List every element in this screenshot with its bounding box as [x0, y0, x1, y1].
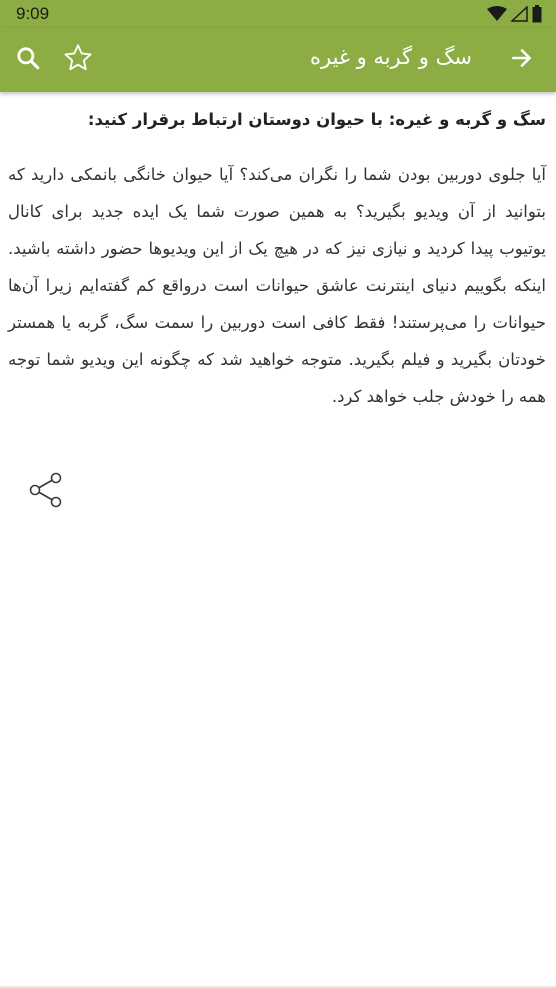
app-bar — [0, 28, 556, 92]
signal-icon — [511, 6, 528, 26]
wifi-icon — [487, 6, 507, 26]
page-title: سگ و گربه و غیره — [310, 45, 472, 69]
status-time: 9:09 — [16, 4, 50, 23]
arrow-right-icon — [509, 45, 535, 75]
favorite-button[interactable] — [58, 40, 98, 80]
share-button[interactable] — [24, 470, 68, 514]
share-icon — [26, 470, 66, 514]
article-heading: سگ و گربه و غیره: با حیوان دوستان ارتباط برقرار کنید: — [87, 110, 546, 129]
status-icons — [487, 5, 542, 27]
star-outline-icon — [62, 42, 94, 78]
search-icon — [15, 45, 41, 75]
article-body: آیا جلوی دوربین بودن شما را نگران می‌کند؟ آیا حیوان خانگی بانمکی دارید که بتوانید از آن ویدیو بگیرید؟ به همین صورت شما یک ایده جدید برای کانال یوتیوب پیدا کردید و نیازی نیز که در هیچ یک از این ویدیوها حضور داشته باشید. اینکه بگوییم دنیای اینترنت عاشق حیوانات است درواقع کم گفته‌ایم زیرا آن‌ها حیوانات را می‌پرستند! فقط کافی است دوربین را سمت سگ، گربه یا همستر خودتان بگیرید و فیلم بگیرید. متوجه خواهید شد که چگونه این ویدیو شما توجه همه را خودش جلب خواهد کرد. — [8, 165, 546, 406]
status-bar — [0, 0, 556, 28]
back-button[interactable] — [502, 40, 542, 80]
search-button[interactable] — [8, 40, 48, 80]
battery-icon — [532, 5, 542, 27]
